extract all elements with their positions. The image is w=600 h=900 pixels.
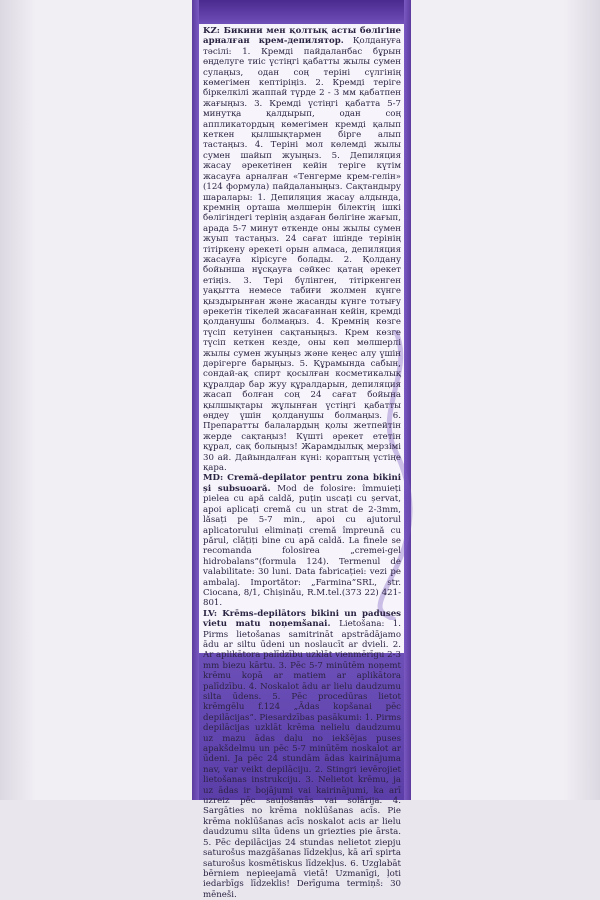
kz-section bbox=[203, 26, 401, 473]
md-section bbox=[203, 473, 401, 608]
md-body: Mod de folosire: îmmuieți pielea cu apă caldă, puțin uscați cu șervat, apoi aplicați cremă cu un strat de 2-3mm, lăsați pe 5-7 min., apoi cu ajutorul aplicatorului eliminați cremă împreună cu părul, clățiți bine cu apă caldă. La finele se recomanda folosirea „cremei-gel hidrobalans”(formula 124). Termenul de valabilitate: 30 luni. Data fabricației: vezi pe ambalaj. Importător: „Farmina”SRL, str. Ciocana, 8/1, Chișinău, R.M.tel.(373 22) 421-801. bbox=[203, 483, 401, 609]
lv-section bbox=[203, 609, 401, 900]
left-purple-stripe bbox=[192, 0, 199, 800]
md-code: MD: bbox=[203, 473, 228, 484]
kz-title: Бикини мен қолтық асты бөлігіне арналған крем-депилятор. bbox=[203, 26, 401, 47]
lv-code: LV: bbox=[203, 608, 223, 619]
lv-title: Krēms-depilātors bikini un paduses vietu matu noņemšanai. bbox=[203, 608, 401, 630]
top-purple-band bbox=[192, 0, 411, 24]
kz-body: Қолдануға тәсілі: 1. Кремді пайдаланбас бұрын өңделуге тиіс үстіңгі қабатты жылы сумен сулаңыз, одан соң терiнi сүлгінің көмегімен кептiрiңiз. 2. Кремді теріге біркелкілі жаппай түрде 2 - 3 мм қабатпен жағыңыз. 3. Кремді үстіңгі қабатта 5-7 минутқа қалдырып, одан соң аппликатордың көмегімен кремді қалып кеткен қылшықтармен бiрге алып тастаңыз. 4. Терiнi мол көлемді жылы сумен шайып жуыңыз. 5. Депиляция жасау әрекетінен кейін теріге күтім жасауға арналған «Тенгерме крем-гелін» (124 формула) пайдаланыңыз. Сақтандыру шаралары: 1. Депиляция жасау алдында, кремнің орташа мөлшерін білектің ішкі бөлігіндегі терінің аздаған бөлігіне жағып, арада 5-7 минут өткенде оны жылы сумен жуып тастаңыз. 24 сағат ішінде терінің тітіркену әрекеті орын алмаса, депиляция жасауға кірісуге болады. 2. Қолдану бойынша нұсқауға сәйкес қатаң әрекет етіңіз. 3. Тері бүлінген, тітіркенген уақытта немесе табиғи жолмен күнге қыздырынған және жасанды күнге тотығу әрекетін тікелей жасағаннан кейін, кремді қолданушы болмаңыз. 4. Кремнің көзге түсіп кетуінен сақтаныңыз. Крем көзге түсіп кеткен кезде, оны көп мөлшерлі жылы сумен жуыңыз және кеңес алу үшін дәрігерге барыңыз. 5. Құрамында сабын, сондай-ақ спирт қосылған косметикалық құралдар бар жуу құралдарын, депиляция жасап болған соң 24 сағат бойына қылшықтары жұлынған үстіңгі қабатты өңдеу үшін қолданушы болмаңыз. 6. Препаратты балалардың қолы жетпейтін жерде сақтаңыз! Күшті әрекет ететін құрал, сақ болыңыз! Жарамдылық мерзімі 30 ай. Дайындалған күні: қораптың үстіңе қара. bbox=[203, 36, 401, 474]
label-text bbox=[203, 26, 401, 900]
md-title: Cremă-depilator pentru zona bikini și subsuoară. bbox=[203, 473, 401, 494]
lv-body: Lietošana: 1. Pirms lietošanas samitrināt apstrādājamo ādu ar siltu ūdeni un noslaucīt ar dvieli. 2. Ar aplikātora palīdzību uzklāt vienmērīgu 2-3 mm biezu kārtu. 3. Pēc 5-7 minūtēm noņemt krēmu kopā ar matiem ar aplikātora palīdzību. 4. Noskalot ādu ar lielu daudzumu silta ūdens. 5. Pēc procedūras lietot krēmgēlu f.124 „Ādas kopšanai pēc depilācijas”. Piesardzības pasākumi: 1. Pirms depilācijas uzklāt krēma nelielu daudzumu uz mazu ādas daļu no iekšējas puses apakšdelmu un pēc 5-7 minūtēm noskalot ar ūdeni. Ja pēc 24 stundām ādas kairinājuma nav, var veikt depilāciju. 2. Stingri ievērojiet lietošanas instrukciju. 3. Nelietot krēmu, ja uz ādas ir bojājumi vai kairinājumi, ka arī uzreiz pēc sauļošanās vai solārija. 4. Sargāties no krēma noklūšanas acīs. Pie krēma noklūšanas acīs noskalot acis ar lielu daudzumu silta ūdens un griezties pie ārsta. 5. Pēc depilācijas 24 stundas nelietot ziepju saturošus mazgāšanas līdzekļus, kā arī spirta saturošus kosmētiskus līdzekļus. 6. Uzglabāt bērniem nepieejamā vietā! Uzmanīgi, ļoti iedarbīgs līdzeklis! Derīguma termiņš: 30 mēneši. bbox=[203, 619, 402, 900]
kz-code: KZ: bbox=[203, 26, 224, 36]
